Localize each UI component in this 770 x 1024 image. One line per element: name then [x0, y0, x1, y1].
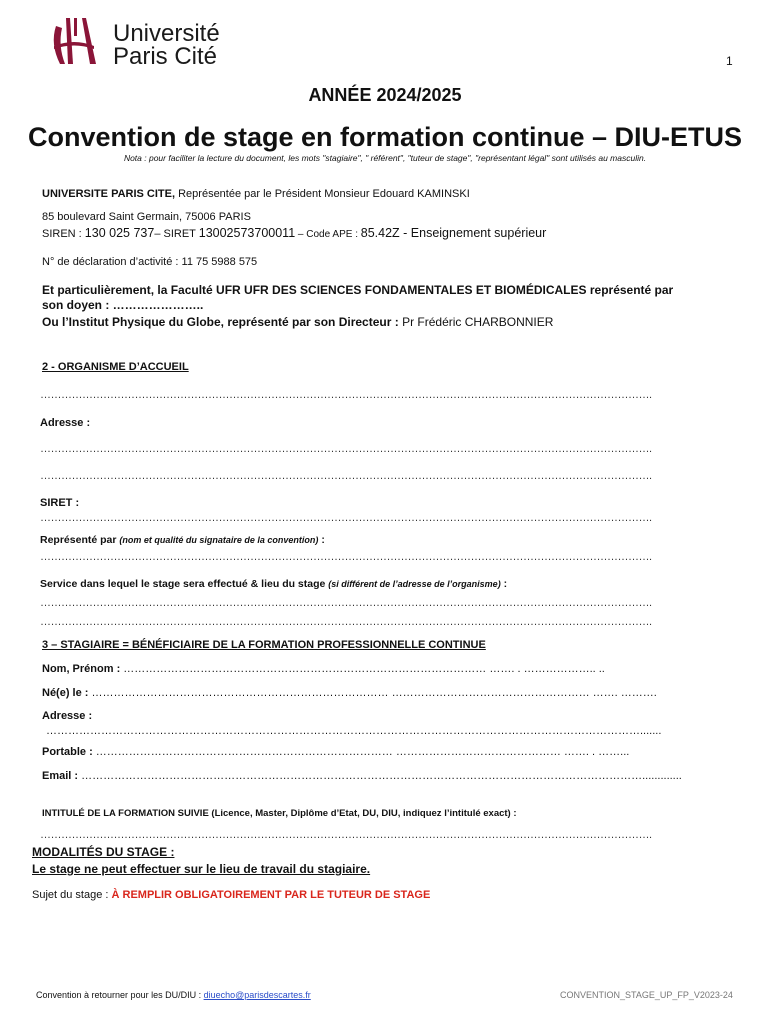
- sujet-line: [32, 889, 430, 901]
- represente-field[interactable]: ………………………………………………………………………………………………………………………………………………………….: [40, 551, 652, 563]
- modalites-note: Le stage ne peut effectuer sur le lieu de travail du stagiaire.: [32, 862, 371, 876]
- nota-note: Nota : pour faciliter la lecture du document, les mots "stagiaire", " référent", "tuteur de stage", "représentant légal" sont utilisés au masculin.: [123, 153, 647, 163]
- institut-director: Pr Frédéric CHARBONNIER: [402, 315, 554, 329]
- footer-reference: CONVENTION_STAGE_UP_FP_V2023-24: [560, 990, 733, 1000]
- faculte-line2: son doyen : …………………..: [42, 298, 204, 312]
- organisme-siret-label: SIRET :: [40, 497, 80, 509]
- email-line: [42, 770, 682, 782]
- siret-value: 13002573700011: [198, 226, 296, 240]
- academic-year: ANNÉE 2024/2025: [308, 85, 462, 105]
- footer-left: [36, 990, 311, 1000]
- organisme-adresse-field-1[interactable]: ………………………………………………………………………………………………………………………………………………………….: [40, 443, 652, 455]
- organisme-name-field[interactable]: ………………………………………………………………………………………………………………………………………………………….: [40, 389, 652, 401]
- document-title: Convention de stage en formation continue – DIU-ETUS: [27, 122, 743, 152]
- siren-value: 130 025 737: [84, 226, 155, 240]
- page-number: 1: [726, 54, 733, 68]
- naissance-line: [42, 687, 657, 699]
- footer-email-link[interactable]: diuecho@parisdescartes.fr: [203, 990, 311, 1000]
- universite-line: [42, 188, 470, 200]
- siren-line: [42, 224, 546, 242]
- logo-text-line2: Paris Cité: [113, 43, 218, 70]
- faculte-line1: Et particulièrement, la Faculté UFR UFR DES SCIENCES FONDAMENTALES ET BIOMÉDICALES représenté par: [42, 283, 674, 297]
- stagiaire-adresse-field[interactable]: ……………………………………………………………………………………………………………………………………………….......: [46, 725, 662, 737]
- organisme-adresse-label: Adresse :: [40, 417, 91, 429]
- siret-label: – SIRET: [154, 228, 199, 240]
- email-label: Email :: [42, 770, 82, 782]
- institut-label: Ou l’Institut Physique du Globe, représenté par son Directeur :: [42, 315, 403, 329]
- organisme-siret-field[interactable]: ………………………………………………………………………………………………………………………………………………………….: [40, 512, 652, 524]
- naissance-field[interactable]: ……………………………………………………………………… ……………………………………………… ……. ……….: [91, 687, 657, 699]
- universite-address: 85 boulevard Saint Germain, 75006 PARIS: [42, 211, 251, 223]
- service-field-2[interactable]: ………………………………………………………………………………………………………………………………………………………….: [40, 616, 652, 628]
- service-label: Service dans lequel le stage sera effectué & lieu du stage: [40, 578, 329, 590]
- siren-label: SIREN :: [42, 228, 85, 240]
- service-hint: (si différent de l’adresse de l’organisme): [328, 579, 501, 589]
- universite-name: UNIVERSITE PARIS CITE,: [42, 188, 176, 200]
- organisme-adresse-field-2[interactable]: ………………………………………………………………………………………………………………………………………………………….: [40, 470, 652, 482]
- formation-label: INTITULÉ DE LA FORMATION SUIVIE (Licence, Master, Diplôme d’Etat, DU, DIU, indiquez l’intitulé exact) :: [42, 808, 517, 819]
- represente-colon: :: [318, 534, 325, 546]
- institut-line: [42, 315, 553, 329]
- formation-field[interactable]: ………………………………………………………………………………………………………………………………………………………….: [40, 829, 652, 841]
- nom-prenom-field[interactable]: ……………………………………………………………………………………… ……. . ……………….. ..: [123, 663, 605, 675]
- naissance-label: Né(e) le :: [42, 687, 92, 699]
- portable-field[interactable]: ……………………………………………………………………… ……………………………………… ……. . ……...: [95, 746, 630, 758]
- stagiaire-adresse-label: Adresse :: [42, 710, 93, 722]
- sujet-label: Sujet du stage :: [32, 889, 112, 901]
- modalites-heading: MODALITÉS DU STAGE :: [32, 845, 175, 859]
- ape-value: 85.42Z - Enseignement supérieur: [360, 226, 547, 240]
- eiffel-tower-logo-icon: [46, 16, 108, 68]
- portable-line: [42, 746, 629, 758]
- stagiaire-heading: 3 – STAGIAIRE = BÉNÉFICIAIRE DE LA FORMATION PROFESSIONNELLE CONTINUE: [42, 639, 486, 651]
- organisme-heading: 2 - ORGANISME D’ACCUEIL: [42, 361, 189, 373]
- represente-label: Représenté par: [40, 534, 120, 546]
- service-field-1[interactable]: ………………………………………………………………………………………………………………………………………………………….: [40, 597, 652, 609]
- service-line: [40, 578, 507, 590]
- universite-represented: Représentée par le Président Monsieur Edouard KAMINSKI: [175, 188, 470, 200]
- declaration-activite: N° de déclaration d’activité : 11 75 5988 575: [42, 256, 258, 268]
- logo-text-line1: Université: [113, 20, 220, 47]
- service-colon: :: [500, 578, 508, 590]
- represente-hint: (nom et qualité du signataire de la convention): [119, 535, 319, 545]
- portable-label: Portable :: [42, 746, 96, 758]
- nom-prenom-line: [42, 663, 605, 675]
- ape-label: – Code APE :: [295, 229, 361, 240]
- email-field[interactable]: ……………………………………………………………………………………………………………………………………….............: [81, 770, 682, 782]
- nom-prenom-label: Nom, Prénom :: [42, 663, 124, 675]
- university-logo: [46, 16, 236, 68]
- sujet-required-notice: À REMPLIR OBLIGATOIREMENT PAR LE TUTEUR DE STAGE: [111, 889, 431, 901]
- represente-line: [40, 534, 325, 546]
- footer-return-text: Convention à retourner pour les DU/DIU :: [36, 990, 204, 1000]
